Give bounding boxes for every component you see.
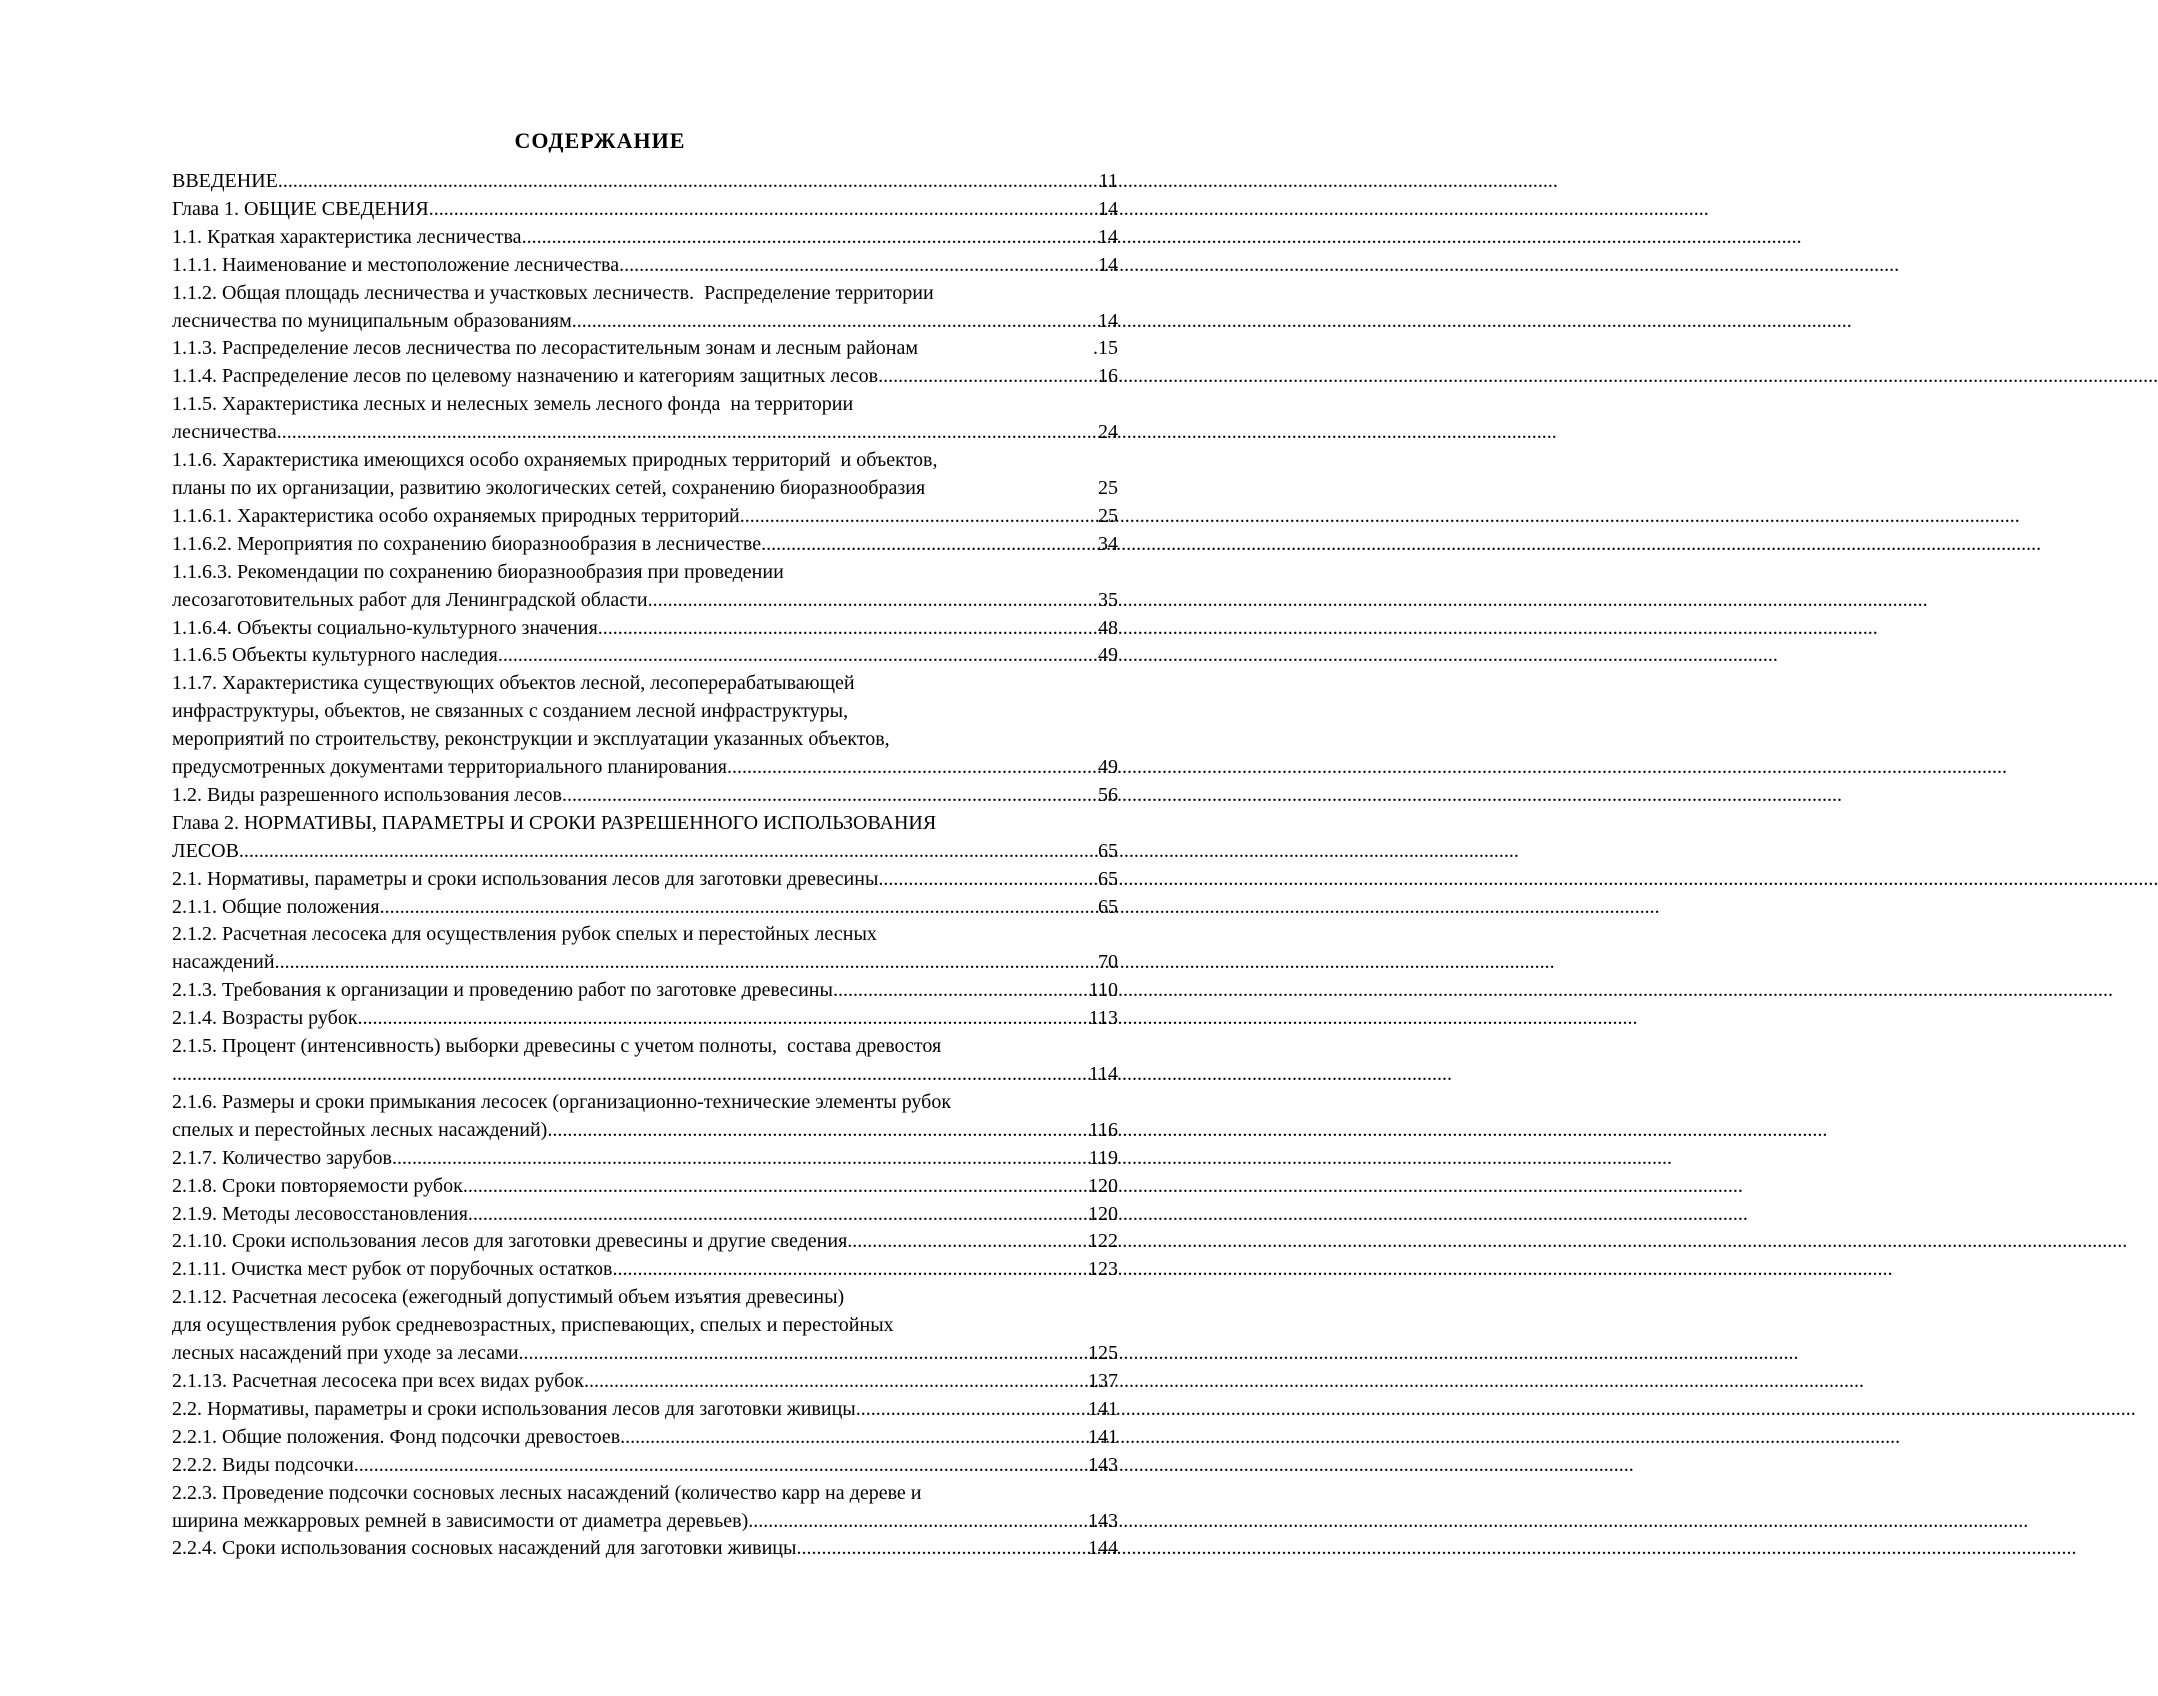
- toc-entry-title: лесных насаждений при уходе за лесами: [172, 1342, 519, 1365]
- toc-entry-leader-line: [172, 168, 1118, 196]
- toc-entry[interactable]: [172, 866, 1118, 894]
- toc-entry-leader-line: [172, 531, 1118, 559]
- toc-entry-leader-line: [172, 949, 1118, 977]
- toc-entry-leader-line: [172, 1368, 1118, 1396]
- toc-entry-leader-line: [172, 754, 1118, 782]
- toc-page-number: 25: [1098, 476, 1118, 499]
- dot-leader: [613, 1256, 1089, 1284]
- toc-entry-leader-line: [172, 894, 1118, 922]
- toc-entry[interactable]: [172, 1089, 1118, 1145]
- toc-entry[interactable]: [172, 642, 1118, 670]
- toc-page-number: 113: [1088, 1007, 1118, 1030]
- toc-entry-leader-line: [172, 475, 1118, 503]
- toc-entry[interactable]: [172, 921, 1118, 977]
- dot-leader: [598, 615, 1098, 643]
- toc-entry-title: 2.1.10. Сроки использования лесов для заготовки древесины и другие сведения: [172, 1230, 848, 1253]
- toc-page-number: 125: [1088, 1342, 1118, 1365]
- toc-page-number: 65: [1098, 895, 1118, 918]
- dot-leader: [761, 531, 1098, 559]
- toc-entry-leader-line: [172, 363, 1118, 391]
- toc-entry-leader-line: [172, 1005, 1118, 1033]
- toc-entry[interactable]: [172, 1480, 1118, 1536]
- toc-entry-leader-line: [172, 615, 1118, 643]
- dot-leader: [584, 1368, 1088, 1396]
- toc-entry[interactable]: [172, 1452, 1118, 1480]
- toc-entry[interactable]: [172, 1173, 1118, 1201]
- toc-entry-title: 2.1.11. Очистка мест рубок от порубочных остатков: [172, 1258, 613, 1281]
- dot-leader: [380, 894, 1098, 922]
- toc-entry-title: ВВЕДЕНИЕ: [172, 170, 278, 192]
- toc-entry-title: 2.2.1. Общие положения. Фонд подсочки древостоев: [172, 1425, 621, 1448]
- toc-entry-leader-line: [172, 782, 1118, 810]
- toc-entry-title: 2.2.4. Сроки использования сосновых насаждений для заготовки живицы: [172, 1537, 797, 1560]
- table-of-contents: [172, 168, 1118, 1563]
- dot-leader: [172, 1061, 1089, 1089]
- toc-entry-title: лесничества по муниципальным образованиям: [172, 309, 572, 332]
- dot-leader: [498, 642, 1098, 670]
- toc-entry-leader-line: [172, 1228, 1118, 1256]
- toc-entry-title: спелых и перестойных лесных насаждений): [172, 1118, 548, 1141]
- toc-page-number: 120: [1088, 1174, 1118, 1197]
- toc-entry[interactable]: [172, 1033, 1118, 1089]
- toc-page-number: 56: [1098, 783, 1118, 806]
- toc-page-number: 14: [1098, 309, 1118, 332]
- toc-page-number: 141: [1088, 1425, 1118, 1448]
- toc-entry-leader-line: [172, 1424, 1118, 1452]
- dot-leader: [278, 168, 1099, 196]
- toc-entry-leader-line: [172, 1535, 1118, 1563]
- toc-page-number: 65: [1098, 867, 1118, 890]
- toc-entry-line: 1.1.7. Характеристика существующих объектов лесной, лесоперерабатывающей: [172, 672, 855, 695]
- dot-leader: [572, 308, 1098, 336]
- toc-page-number: 34: [1098, 532, 1118, 555]
- toc-entry[interactable]: [172, 531, 1118, 559]
- toc-entry-leader-line: [172, 1117, 1118, 1145]
- toc-entry-leader-line: [172, 1452, 1118, 1480]
- toc-page-number: 14: [1098, 253, 1118, 276]
- toc-entry-title: 2.1.1. Общие положения: [172, 895, 380, 918]
- toc-entry-line: инфраструктуры, объектов, не связанных с созданием лесной инфраструктуры,: [172, 700, 849, 723]
- toc-entry[interactable]: [172, 447, 1118, 503]
- toc-entry-leader-line: [172, 838, 1118, 866]
- toc-entry-line: 2.1.12. Расчетная лесосека (ежегодный допустимый объем изъятия древесины): [172, 1286, 845, 1309]
- toc-entry-leader-line: [172, 1173, 1118, 1201]
- dot-leader: [727, 754, 1098, 782]
- toc-entry-title: насаждений: [172, 951, 275, 974]
- toc-entry-leader-line: [172, 642, 1118, 670]
- toc-entry-leader-line: [172, 335, 1118, 363]
- toc-entry-title: 2.1.13. Расчетная лесосека при всех видах рубок: [172, 1369, 584, 1392]
- toc-entry[interactable]: [172, 196, 1118, 224]
- toc-entry[interactable]: [172, 1284, 1118, 1368]
- toc-entry-title: 1.1.4. Распределение лесов по целевому назначению и категориям защитных лесов: [172, 365, 879, 388]
- toc-entry[interactable]: [172, 252, 1118, 280]
- dot-leader: [562, 782, 1098, 810]
- toc-entry-line: для осуществления рубок средневозрастных, приспевающих, спелых и перестойных: [172, 1314, 894, 1337]
- toc-entry-line: 2.1.2. Расчетная лесосека для осуществления рубок спелых и перестойных лесных: [172, 923, 877, 946]
- toc-entry[interactable]: [172, 363, 1118, 391]
- toc-entry[interactable]: [172, 1256, 1118, 1284]
- toc-entry-leader-line: [172, 1508, 1118, 1536]
- toc-entry-title: ЛЕСОВ: [172, 839, 239, 862]
- dot-leader: [392, 1145, 1089, 1173]
- toc-entry[interactable]: [172, 894, 1118, 922]
- toc-entry-leader-line: [172, 1145, 1118, 1173]
- toc-entry-title: 1.1.6.1. Характеристика особо охраняемых природных территорий: [172, 504, 740, 527]
- toc-entry-line: 1.1.5. Характеристика лесных и нелесных земель лесного фонда на территории: [172, 393, 854, 416]
- toc-entry-title: 2.1. Нормативы, параметры и сроки использования лесов для заготовки древесины: [172, 867, 879, 890]
- toc-entry[interactable]: [172, 782, 1118, 810]
- dot-leader: [522, 224, 1098, 252]
- toc-entry[interactable]: [172, 670, 1118, 782]
- toc-entry[interactable]: [172, 1368, 1118, 1396]
- toc-entry-title: 2.1.9. Методы лесовосстановления: [172, 1202, 468, 1225]
- toc-entry[interactable]: [172, 1535, 1118, 1563]
- toc-entry-title: лесничества: [172, 421, 277, 444]
- toc-entry-title: 2.2.2. Виды подсочки: [172, 1453, 354, 1476]
- toc-page-number: 143: [1088, 1453, 1118, 1476]
- toc-entry-line: 1.1.6. Характеристика имеющихся особо охраняемых природных территорий и объектов,: [172, 449, 938, 472]
- dot-leader: [856, 1396, 1088, 1424]
- toc-entry-title: 1.1.6.2. Мероприятия по сохранению биоразнообразия в лесничестве: [172, 532, 762, 555]
- toc-entry-line: 2.1.5. Процент (интенсивность) выборки древесины с учетом полноты, состава древостоя: [172, 1035, 942, 1058]
- toc-entry-leader-line: [172, 1340, 1118, 1368]
- toc-entry-leader-line: [172, 196, 1118, 224]
- toc-page-number: 35: [1098, 588, 1118, 611]
- toc-page-number: 14: [1098, 197, 1118, 220]
- toc-entry-title: планы по их организации, развитию экологических сетей, сохранению биоразнообразия: [172, 476, 926, 499]
- toc-entry-title: 2.2. Нормативы, параметры и сроки использования лесов для заготовки живицы: [172, 1397, 856, 1420]
- toc-entry-leader-line: [172, 224, 1118, 252]
- toc-page-number: 119: [1088, 1146, 1118, 1169]
- toc-entry-line: 1.1.2. Общая площадь лесничества и участковых лесничеств. Распределение территории: [172, 281, 934, 304]
- toc-entry[interactable]: [172, 503, 1118, 531]
- toc-entry-title: 1.1.3. Распределение лесов лесничества по лесорастительным зонам и лесным районам: [172, 337, 919, 360]
- toc-entry-title: 1.2. Виды разрешенного использования лесов: [172, 783, 562, 806]
- toc-entry-line: 2.1.6. Размеры и сроки примыкания лесосек (организационно-технические элементы рубок: [172, 1090, 952, 1113]
- toc-page-number: 70: [1098, 951, 1118, 974]
- dot-leader: [239, 838, 1098, 866]
- toc-entry[interactable]: [172, 1201, 1118, 1229]
- toc-entry-leader-line: [172, 308, 1118, 336]
- toc-page-number: 123: [1088, 1258, 1118, 1281]
- dot-leader: [468, 1201, 1088, 1229]
- dot-leader: [547, 1117, 1088, 1145]
- dot-leader: [847, 1228, 1088, 1256]
- toc-entry-leader-line: [172, 419, 1118, 447]
- toc-page-number: 24: [1098, 421, 1118, 444]
- dot-leader: [519, 1340, 1088, 1368]
- toc-page-number: 49: [1098, 756, 1118, 779]
- toc-entry[interactable]: [172, 559, 1118, 615]
- toc-page-number: 14: [1098, 225, 1118, 248]
- toc-entry-title: лесозаготовительных работ для Ленинградской области: [172, 588, 648, 611]
- toc-entry-leader-line: [172, 1256, 1118, 1284]
- toc-entry-line: Глава 2. НОРМАТИВЫ, ПАРАМЕТРЫ И СРОКИ РАЗРЕШЕННОГО ИСПОЛЬЗОВАНИЯ: [172, 811, 937, 834]
- toc-entry-leader-line: [172, 252, 1118, 280]
- toc-entry[interactable]: [172, 1396, 1118, 1424]
- toc-page-number: 141: [1088, 1397, 1118, 1420]
- toc-entry-title: предусмотренных документами территориального планирования: [172, 756, 727, 779]
- dot-leader: [619, 252, 1098, 280]
- dot-leader: [463, 1173, 1088, 1201]
- toc-entry[interactable]: [172, 810, 1118, 866]
- toc-page-number: 114: [1088, 1063, 1118, 1085]
- toc-entry-line: мероприятий по строительству, реконструкции и эксплуатации указанных объектов,: [172, 728, 890, 751]
- toc-entry-leader-line: [172, 503, 1118, 531]
- toc-page-number: 11: [1098, 170, 1118, 192]
- toc-page-number: 144: [1088, 1537, 1118, 1560]
- toc-entry[interactable]: [172, 1145, 1118, 1173]
- toc-entry[interactable]: [172, 391, 1118, 447]
- toc-entry-title: 2.1.8. Сроки повторяемости рубок: [172, 1174, 463, 1197]
- toc-page-number: 65: [1098, 839, 1118, 862]
- toc-entry[interactable]: [172, 168, 1118, 196]
- dot-leader: [833, 977, 1089, 1005]
- toc-entry-leader-line: [172, 587, 1118, 615]
- dot-leader: [740, 503, 1098, 531]
- dot-leader: [620, 1424, 1088, 1452]
- toc-page-number: 143: [1088, 1509, 1118, 1532]
- toc-entry-line: 2.2.3. Проведение подсочки сосновых лесных насаждений (количество карр на дереве и: [172, 1481, 922, 1504]
- toc-page-number: 25: [1098, 504, 1118, 527]
- toc-page-number: .15: [1093, 337, 1118, 360]
- toc-entry-title: 2.1.7. Количество зарубов: [172, 1146, 392, 1169]
- dot-leader: [358, 1005, 1089, 1033]
- toc-entry-title: ширина межкарровых ремней в зависимости от диаметра деревьев): [172, 1509, 749, 1532]
- toc-entry-leader-line: [172, 1201, 1118, 1229]
- dot-leader: [878, 363, 1098, 391]
- dot-leader: [648, 587, 1098, 615]
- toc-entry[interactable]: [172, 280, 1118, 336]
- toc-page-number: 122: [1088, 1230, 1118, 1253]
- toc-page-number: 120: [1088, 1202, 1118, 1225]
- toc-entry-title: 1.1.1. Наименование и местоположение лесничества: [172, 253, 620, 276]
- toc-page-number: 49: [1098, 644, 1118, 667]
- toc-entry-leader-line: [172, 1396, 1118, 1424]
- toc-entry-title: 1.1.6.4. Объекты социально-культурного значения: [172, 616, 598, 639]
- toc-entry[interactable]: [172, 224, 1118, 252]
- toc-entry-leader-line: [172, 866, 1118, 894]
- toc-page-number: 48: [1098, 616, 1118, 639]
- dot-leader: [354, 1452, 1088, 1480]
- dot-leader: [429, 196, 1098, 224]
- toc-entry-title: 2.1.3. Требования к организации и проведению работ по заготовке древесины: [172, 979, 833, 1002]
- page-title: СОДЕРЖАНИЕ: [514, 128, 686, 153]
- toc-entry-title: 1.1. Краткая характеристика лесничества: [172, 225, 522, 248]
- toc-entry-leader-line: [172, 1061, 1118, 1089]
- dot-leader: [275, 949, 1098, 977]
- dot-leader: [277, 419, 1098, 447]
- toc-entry-line: 1.1.6.3. Рекомендации по сохранению биоразнообразия при проведении: [172, 560, 784, 583]
- toc-entry-title: Глава 1. ОБЩИЕ СВЕДЕНИЯ: [172, 197, 429, 220]
- toc-page-number: 110: [1088, 979, 1118, 1002]
- toc-page-number: 16: [1098, 365, 1118, 388]
- toc-entry[interactable]: [172, 615, 1118, 643]
- toc-entry[interactable]: [172, 1005, 1118, 1033]
- toc-entry-title: 2.1.4. Возрасты рубок: [172, 1007, 358, 1030]
- toc-page-number: 116: [1088, 1118, 1118, 1141]
- toc-entry[interactable]: [172, 335, 1118, 363]
- toc-entry-leader-line: [172, 977, 1118, 1005]
- dot-leader: [878, 866, 1098, 894]
- toc-entry-title: 1.1.6.5 Объекты культурного наследия: [172, 644, 498, 667]
- dot-leader: [796, 1535, 1088, 1563]
- dot-leader: [748, 1508, 1088, 1536]
- toc-entry[interactable]: [172, 1228, 1118, 1256]
- toc-entry[interactable]: [172, 977, 1118, 1005]
- toc-entry[interactable]: [172, 1424, 1118, 1452]
- toc-page-number: 137: [1088, 1369, 1118, 1392]
